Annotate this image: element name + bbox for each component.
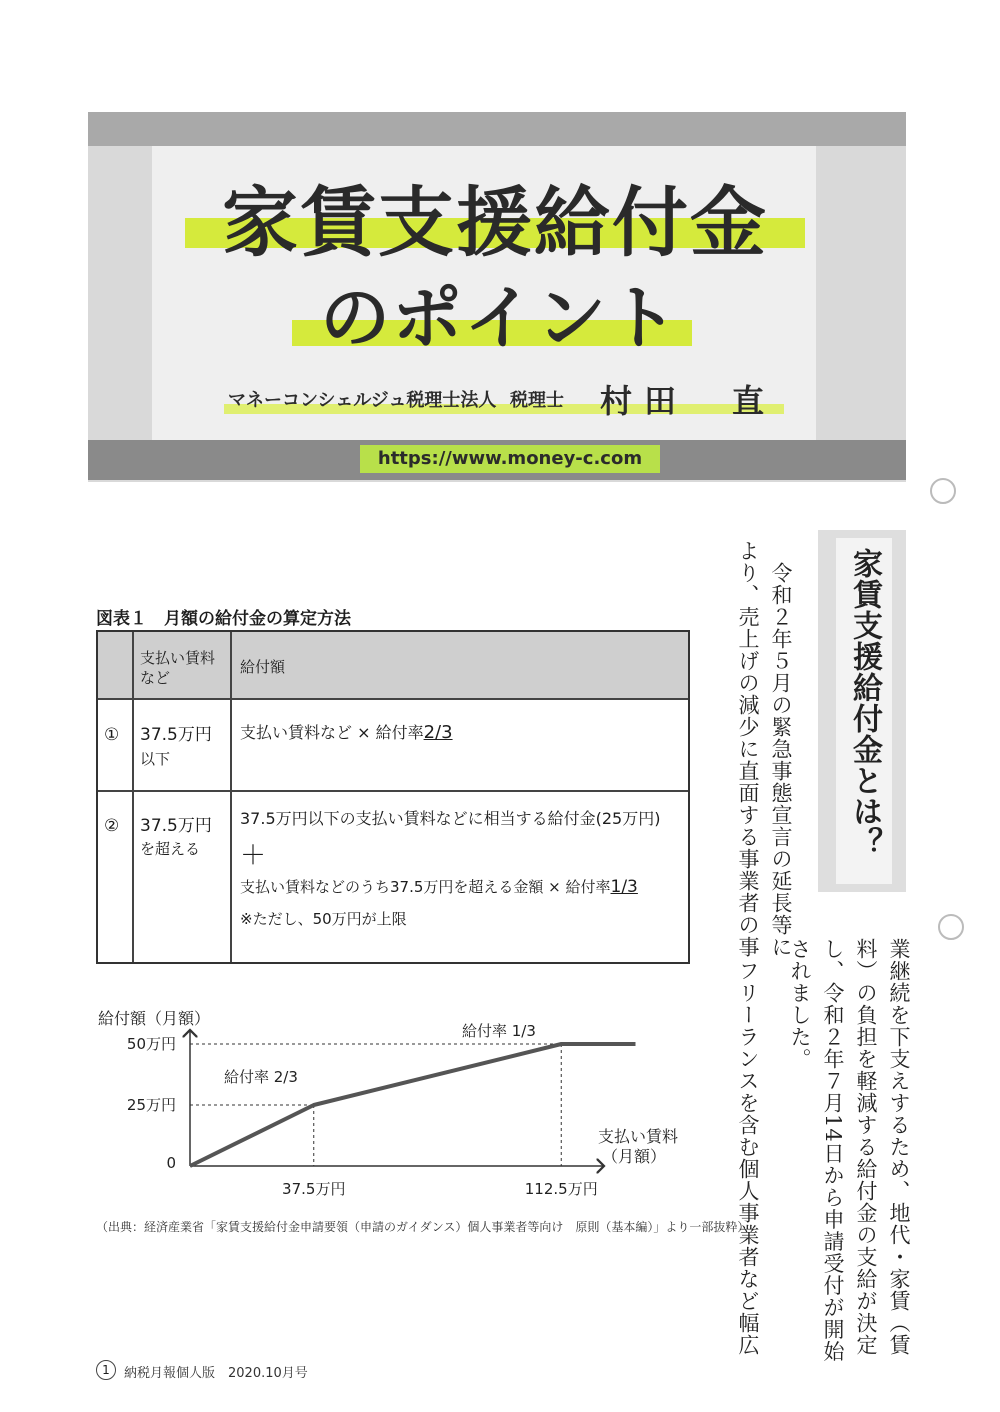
article-column: 料）の負担を軽減する給付金の支給が決定	[854, 938, 878, 1356]
row2-amount-line2	[240, 876, 638, 898]
chart-guides	[190, 1044, 561, 1166]
row1-amount-text: 支払い賃料など × 給付率	[240, 723, 424, 742]
article-column: 令和２年５月の緊急事態宣言の延長等に	[769, 540, 793, 958]
section-heading: 家賃支援給付金とは？	[847, 548, 882, 858]
row2-note: ※ただし、50万円が上限	[240, 910, 407, 928]
page-number: 1	[96, 1360, 116, 1380]
table-header-amount: 給付額	[240, 658, 286, 676]
article-column: されました。	[788, 938, 812, 1070]
punch-hole	[930, 478, 956, 504]
article-column: フリーランスを含む個人事業者など幅広	[736, 938, 760, 1356]
x-axis-label: 支払い賃料	[598, 1127, 679, 1146]
row1-number: ①	[104, 725, 120, 745]
table-divider	[132, 632, 134, 962]
author-name: 村田 直	[600, 382, 777, 420]
rate-annotation-1-3: 給付率 1/3	[462, 1022, 536, 1040]
row2-rent-suffix: を超える	[140, 840, 201, 858]
article-column: より、売上げの減少に直面する事業者の事	[736, 540, 760, 958]
x-tick-label: 37.5万円	[282, 1180, 346, 1198]
row2-number: ②	[104, 816, 120, 836]
article-column: し、令和２年７月14日から申請受付が開始	[821, 938, 845, 1363]
row1-rent-suffix: 以下	[140, 750, 171, 768]
title-line2: のポイント	[320, 277, 680, 359]
figure-caption: 図表１ 月額の給付金の算定方法	[96, 609, 351, 629]
row2-rate: 1/3	[610, 877, 638, 897]
row2-rent: 37.5万円	[140, 816, 212, 836]
table-divider	[98, 698, 688, 700]
row2-amount-line1: 37.5万円以下の支払い賃料などに相当する給付金(25万円)	[240, 809, 661, 828]
row2-amount-text: 支払い賃料などのうち37.5万円を超える金額 × 給付率	[240, 878, 611, 896]
y-tick-label: 0	[166, 1154, 176, 1172]
punch-hole	[938, 914, 964, 940]
x-axis-label-unit: （月額）	[602, 1147, 667, 1166]
plus-sign: ＋	[240, 841, 267, 871]
x-tick-label: 112.5万円	[524, 1180, 598, 1198]
y-axis-label: 給付額（月額）	[98, 1009, 211, 1028]
author-role: 税理士	[510, 390, 564, 411]
header-top-strip	[88, 112, 906, 146]
table-divider	[230, 632, 232, 962]
benefit-chart	[90, 1000, 710, 1210]
row1-amount	[240, 722, 453, 744]
table-header-rent: 支払い賃料など	[140, 649, 216, 687]
article-column: 業継続を下支えするため、地代・家賃（賃	[887, 938, 911, 1356]
website-url[interactable]: https://www.money-c.com	[377, 448, 643, 469]
table-divider	[98, 790, 688, 792]
title-line1: 家賃支援給付金	[222, 178, 768, 267]
y-tick-label: 25万円	[126, 1096, 176, 1114]
publication-info: 納税月報個人版 2020.10月号	[124, 1366, 308, 1381]
author-affiliation: マネーコンシェルジュ税理士法人	[228, 390, 497, 411]
rate-annotation-2-3: 給付率 2/3	[224, 1068, 298, 1086]
source-note: （出典：経済産業省「家賃支援給付金申請要領（申請のガイダンス）個人事業者等向け 原則（基本編）」より一部抜粋）	[96, 1220, 750, 1234]
row1-rent: 37.5万円	[140, 725, 212, 745]
y-tick-label: 50万円	[126, 1035, 176, 1053]
row1-rate: 2/3	[423, 722, 453, 743]
